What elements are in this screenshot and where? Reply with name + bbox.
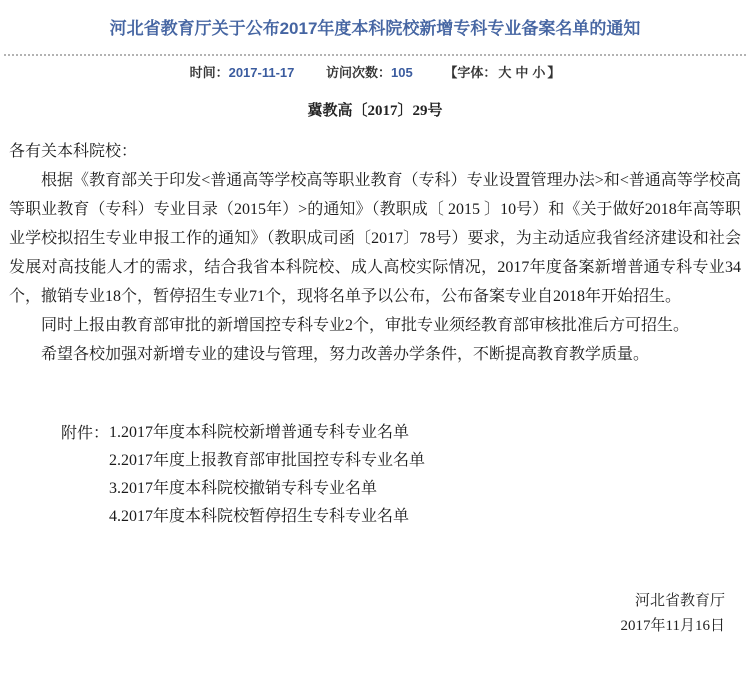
font-size-large-button[interactable]: 大 <box>498 65 512 80</box>
time-value: 2017-11-17 <box>228 65 295 80</box>
publish-time <box>190 65 295 80</box>
font-size-switcher <box>444 65 560 80</box>
signature-date: 2017年11月16日 <box>620 618 725 634</box>
paragraph-2: 同时上报由教育部审批的新增国控专科专业2个，审批专业须经教育部审核批准后方可招生。 <box>41 317 690 334</box>
attachment-item-4: 4.2017年度本科院校暂停招生专科专业名单 <box>109 508 410 525</box>
time-label: 时间： <box>189 65 229 80</box>
page-title: 河北省教育厅关于公布2017年度本科院校新增专科专业备案名单的通知 <box>109 19 641 38</box>
visits-label: 访问次数： <box>326 65 392 80</box>
signature-org: 河北省教育厅 <box>634 593 725 609</box>
attachment-item-1: 1.2017年度本科院校新增普通专科专业名单 <box>109 424 410 441</box>
document-number: 冀教高〔2017〕29号 <box>307 103 443 119</box>
paragraph-3: 希望各校加强对新增专业的建设与管理，努力改善办学条件，不断提高教育教学质量。 <box>41 346 650 363</box>
font-size-medium-button[interactable]: 中 <box>515 65 529 80</box>
signature-block <box>9 589 741 639</box>
font-switcher-suffix: 】 <box>547 65 561 80</box>
visit-count <box>326 65 413 80</box>
document-body <box>0 97 750 639</box>
attachment-item-2: 2.2017年度上报教育部审批国控专科专业名单 <box>109 452 426 469</box>
meta-bar <box>0 56 750 86</box>
salutation: 各有关本科院校： <box>9 143 138 160</box>
attachments-list <box>109 419 425 531</box>
visits-value: 105 <box>391 65 413 80</box>
font-switcher-prefix: 【字体： <box>444 65 497 80</box>
attachments-label: 附件： <box>61 425 110 442</box>
font-size-small-button[interactable]: 小 <box>532 65 546 80</box>
paragraph-1: 根据《教育部关于印发<普通高等学校高等职业教育（专科）专业设置管理办法>和<普通高等学校高等职业教育（专科）专业目录（2015年）>的通知》（教职成〔 2015 〕10号）和《关于做好2018年高等职业学校拟招生专业申报工作的通知》（教职成司函〔2017〕78号）要求，为主动适应我省经济建设和社会发展对高技能人才的需求，结合我省本科院校、成人高校实际情况，2017年度备案新增普通专科专业34个，撤销专业18个，暂停招生专业71个，现将名单予以公布，公布备案专业自2018年开始招生。 <box>9 172 741 305</box>
attachment-item-3: 3.2017年度本科院校撤销专科专业名单 <box>109 480 378 497</box>
attachments-block <box>61 419 741 531</box>
